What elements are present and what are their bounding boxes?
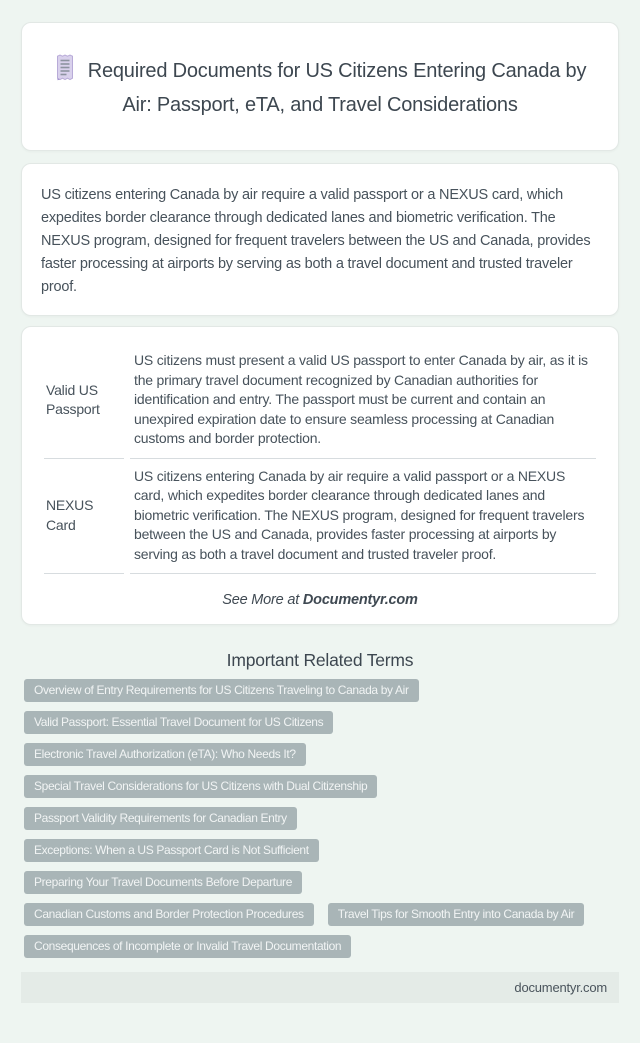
page-title <box>50 54 590 120</box>
related-term-tag[interactable]: Consequences of Incomplete or Invalid Travel Documentation <box>24 935 351 958</box>
related-term-tag[interactable]: Travel Tips for Smooth Entry into Canada by Air <box>328 903 585 926</box>
documents-table <box>38 343 602 574</box>
related-terms-heading: Important Related Terms <box>226 650 414 670</box>
see-more-note <box>38 592 602 608</box>
related-terms-row <box>24 935 616 958</box>
documents-card <box>21 326 619 625</box>
related-terms-row <box>24 743 616 766</box>
related-terms-list <box>24 679 616 958</box>
related-terms-row <box>24 871 616 894</box>
related-terms-row <box>24 679 616 702</box>
footer-site-label: documentyr.com <box>514 980 607 995</box>
related-term-tag[interactable]: Electronic Travel Authorization (eTA): Who Needs It? <box>24 743 306 766</box>
document-description: US citizens must present a valid US passport to enter Canada by air, as it is the primary travel document recognized by Canadian authorities for identification and entry. The passport must be current and contain an unexpired expiration date to ensure seamless processing at Canadian customs and border protection. <box>130 343 596 459</box>
related-terms-row <box>24 807 616 830</box>
related-term-tag[interactable]: Valid Passport: Essential Travel Document for US Citizens <box>24 711 333 734</box>
document-term: Valid US Passport <box>44 343 124 459</box>
receipt-icon <box>54 54 76 90</box>
related-terms-row <box>24 775 616 798</box>
related-term-tag[interactable]: Canadian Customs and Border Protection Procedures <box>24 903 314 926</box>
related-terms-row <box>24 711 616 734</box>
footer-bar <box>21 972 619 1003</box>
related-terms-row <box>24 839 616 862</box>
see-more-prefix: See More at <box>222 592 303 608</box>
document-term: NEXUS Card <box>44 459 124 575</box>
related-term-tag[interactable]: Passport Validity Requirements for Canadian Entry <box>24 807 297 830</box>
related-term-tag[interactable]: Preparing Your Travel Documents Before Departure <box>24 871 302 894</box>
intro-text: US citizens entering Canada by air require a valid passport or a NEXUS card, which expedites border clearance through dedicated lanes and biometric verification. The NEXUS program, designed for frequent travelers between the US and Canada, provides faster processing at airports by serving as both a travel document and trusted traveler proof. <box>41 187 591 295</box>
related-term-tag[interactable]: Exceptions: When a US Passport Card is Not Sufficient <box>24 839 319 862</box>
document-description: US citizens entering Canada by air require a valid passport or a NEXUS card, which expedites border clearance through dedicated lanes and biometric verification. The NEXUS program, designed for frequent travelers between the US and Canada, provides faster processing at airports by serving as both a travel document and trusted traveler proof. <box>130 459 596 575</box>
intro-card <box>21 163 619 316</box>
table-row <box>44 459 596 575</box>
related-term-tag[interactable]: Special Travel Considerations for US Citizens with Dual Citizenship <box>24 775 377 798</box>
related-terms-row <box>24 903 616 926</box>
title-card <box>21 22 619 151</box>
see-more-brand: Documentyr.com <box>302 592 418 608</box>
related-term-tag[interactable]: Overview of Entry Requirements for US Citizens Traveling to Canada by Air <box>24 679 419 702</box>
table-row <box>44 343 596 459</box>
page-title-text: Required Documents for US Citizens Entering Canada by Air: Passport, eTA, and Travel Considerations <box>87 59 587 116</box>
